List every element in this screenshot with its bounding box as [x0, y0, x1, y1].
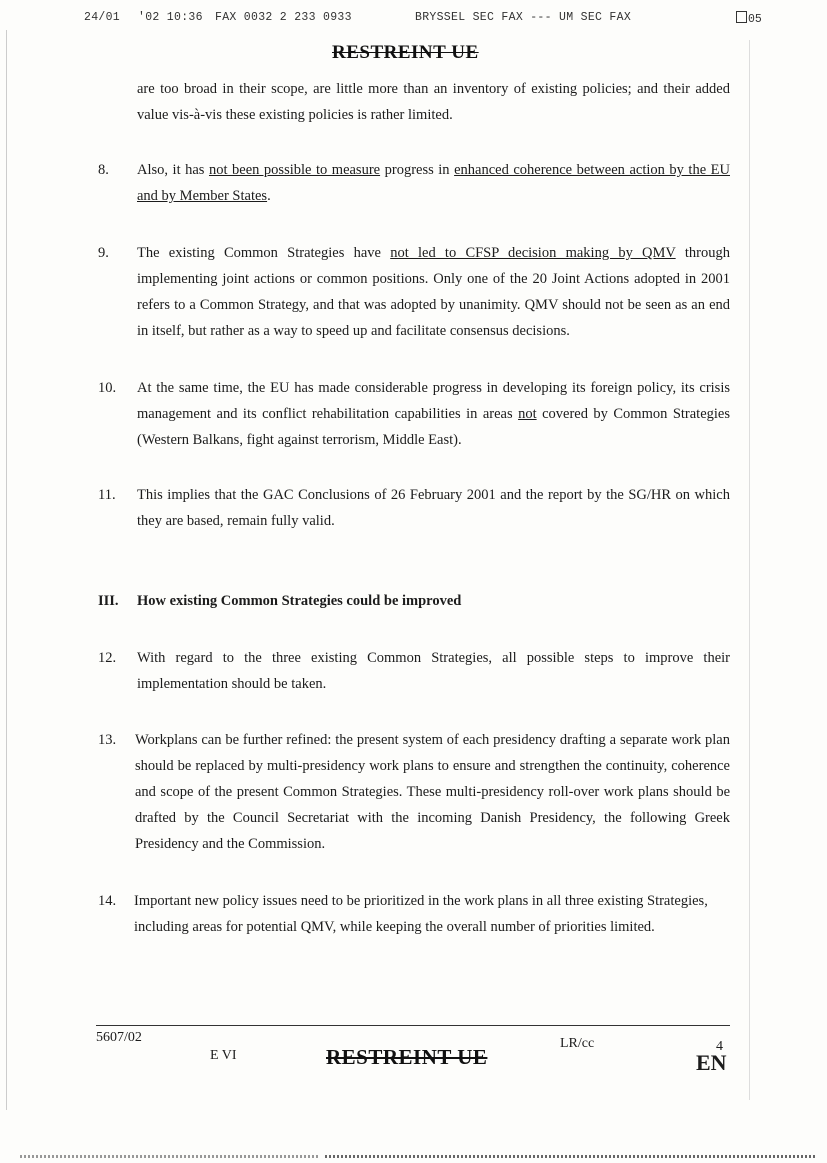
text-run: are too broad in their scope, are little more than an inventory of existing policies; and their added value vis-à-vis these existing policies is rather limited. [137, 81, 730, 123]
text-run: covered by Common Strategies (Western Balkans, fight against terrorism, Middle East). [137, 406, 730, 448]
paragraph-text [135, 727, 730, 857]
paragraph-text [137, 240, 730, 344]
footer-initials: LR/cc [560, 1036, 595, 1051]
fax-page [736, 11, 762, 26]
text-run: At the same time, the EU has made considerable progress in developing its foreign policy, its crisis management and its conflict rehabilitation capabilities in areas [137, 380, 730, 422]
underlined-text: enhanced coherence between action by the EU and by Member States [137, 162, 730, 204]
fax-number: FAX 0032 2 233 0933 [215, 11, 352, 24]
footer-doc-ref: 5607/02 [96, 1030, 142, 1045]
paragraph-continuation [98, 76, 730, 128]
underlined-text: not [518, 406, 537, 422]
text-run: progress in [380, 162, 455, 178]
text-run: Workplans can be further refined: the present system of each presidency drafting a separate work plan should be replaced by multi-presidency work plans to ensure and strengthen the continuity, coherence and scope of the present Common Strategies. These multi-presidency roll-over work plans should be drafted by the Council Secretariat with the incoming Danish Presidency, the following Greek Presidency and the Commission. [135, 732, 730, 852]
text-run: The existing Common Strategies have [137, 245, 391, 261]
paragraph-text [137, 375, 730, 453]
paragraph-11 [98, 482, 730, 534]
paragraph-text [137, 645, 730, 697]
footer-directorate: E VI [210, 1048, 237, 1063]
paragraph-number: 10. [98, 380, 117, 396]
paragraph-number: 8. [98, 162, 109, 178]
paragraph-12 [98, 645, 730, 697]
section-heading [98, 593, 730, 615]
section-title: How existing Common Strategies could be improved [137, 593, 462, 609]
text-run: This implies that the GAC Conclusions of 26 February 2001 and the report by the SG/HR on which they are based, remain fully valid. [137, 487, 730, 529]
paragraph-number: 12. [98, 650, 117, 666]
paragraph-text [137, 482, 730, 534]
right-edge-line [749, 40, 750, 1100]
fax-header [84, 11, 684, 25]
paragraph-text [134, 888, 718, 940]
paragraph-9 [98, 240, 730, 344]
scan-noise-bottom-left [20, 1155, 320, 1158]
footer-language: EN [696, 1050, 727, 1075]
text-run: . [267, 188, 271, 204]
paragraph-14 [98, 888, 730, 966]
paragraph-number: 9. [98, 245, 109, 261]
footer-rule [96, 1025, 730, 1026]
fax-time: '02 10:36 [138, 11, 203, 24]
fax-page-number: 05 [748, 13, 762, 26]
paragraph-number: 13. [98, 732, 117, 748]
underlined-text: not led to CFSP decision making by QMV [390, 245, 676, 261]
paragraph-text [137, 157, 730, 209]
paragraph-10 [98, 375, 730, 453]
fax-date: 24/01 [84, 11, 121, 24]
section-number: III. [98, 593, 119, 609]
underlined-text: not been possible to measure [208, 162, 381, 178]
classification-footer: RESTREINT UE [326, 1045, 488, 1069]
paragraph-text [137, 76, 730, 128]
paragraph-8 [98, 157, 730, 209]
scan-noise-bottom-right [325, 1155, 815, 1158]
classification-header: RESTREINT UE [332, 42, 479, 63]
text-run: Important new policy issues need to be prioritized in the work plans in all three existing Strategies, including areas for potential QMV, while keeping the overall number of priorities limited. [134, 893, 708, 935]
left-edge-line [6, 30, 7, 1110]
fax-route: BRYSSEL SEC FAX --- UM SEC FAX [415, 11, 632, 24]
text-run: through implementing joint actions or common positions. Only one of the 20 Joint Actions adopted in 2001 refers to a Common Strategy, and that was adopted by unanimity. QMV should not be seen as an end in itself, but rather as a way to speed up and facilitate consensus decisions. [137, 245, 730, 339]
paragraph-number: 14. [98, 893, 117, 909]
footer-page-number: 4 [716, 1039, 723, 1054]
paragraph-number: 11. [98, 487, 116, 503]
text-run: Also, it has [137, 162, 209, 178]
paragraph-13 [98, 727, 730, 857]
text-run: With regard to the three existing Common Strategies, all possible steps to improve their implementation should be taken. [137, 650, 730, 692]
page-box-icon [736, 11, 747, 23]
